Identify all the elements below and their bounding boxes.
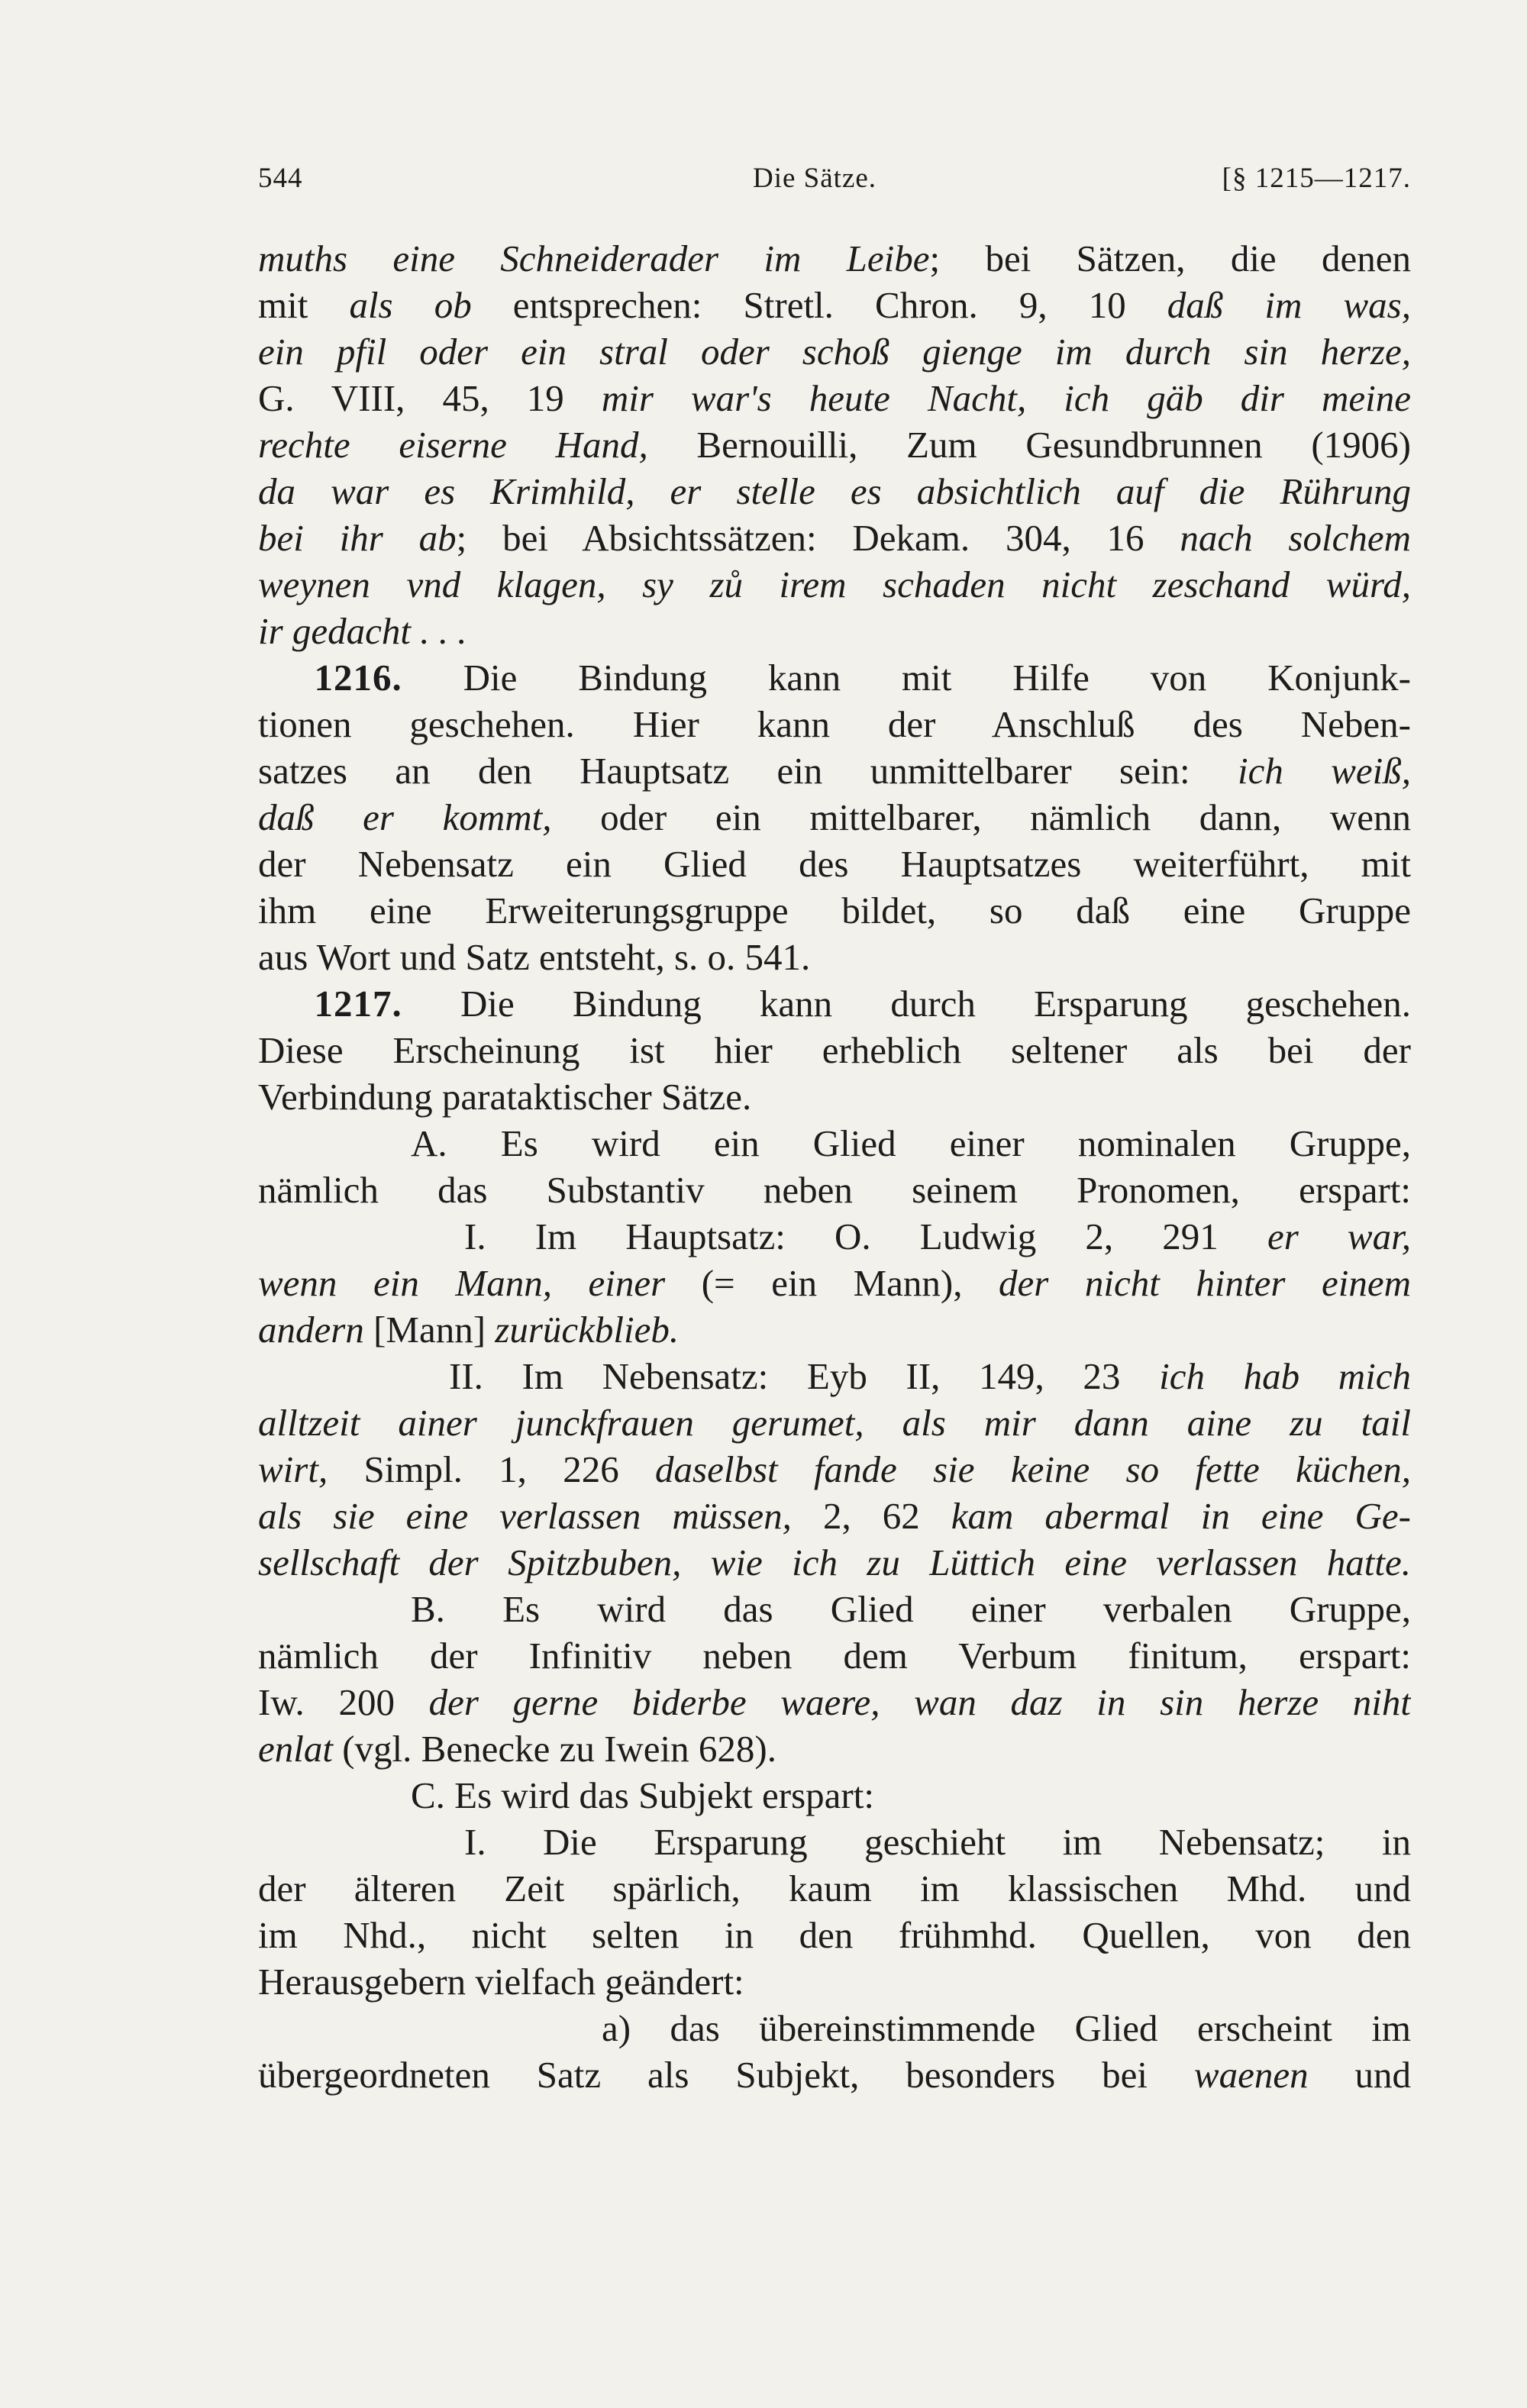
text-line: da war es Krimhild, er stelle es absichtlich auf die Rührung (258, 470, 1411, 512)
text-line: tionen geschehen. Hier kann der Anschluß des Neben- (258, 703, 1411, 745)
section-number-1217: 1217. (314, 983, 402, 1025)
text-line: enlat (vgl. Benecke zu Iwein 628). (258, 1728, 776, 1770)
text-line: I. Im Hauptsatz: O. Ludwig 2, 291 er war, (464, 1215, 1411, 1257)
text-line: daß er kommt, oder ein mittelbarer, nämlich dann, wenn (258, 796, 1411, 838)
text-line: andern [Mann] zurückblieb. (258, 1309, 680, 1351)
text-line: I. Die Ersparung geschieht im Nebensatz; in (464, 1821, 1411, 1863)
text-line: der Nebensatz ein Glied des Hauptsatzes weiterführt, mit (258, 843, 1411, 885)
text-line: der älteren Zeit spärlich, kaum im klassischen Mhd. und (258, 1867, 1411, 1909)
text-line: 1217. Die Bindung kann durch Ersparung geschehen. (314, 983, 1411, 1025)
text-line: Iw. 200 der gerne biderbe waere, wan daz in sin herze niht (258, 1681, 1411, 1723)
text-line: als sie eine verlassen müssen, 2, 62 kam abermal in eine Ge- (258, 1495, 1411, 1537)
text-line: a) das übereinstimmende Glied erscheint im (602, 2007, 1411, 2049)
text-line: weynen vnd klagen, sy zů irem schaden nicht zeschand würd, (258, 563, 1411, 605)
text-line: 1216. Die Bindung kann mit Hilfe von Konjunk- (314, 657, 1411, 699)
text-line: B. Es wird das Glied einer verbalen Gruppe, (411, 1588, 1411, 1630)
text-line: Herausgebern vielfach geändert: (258, 1961, 744, 2003)
text-line: satzes an den Hauptsatz ein unmittelbarer sein: ich weiß, (258, 750, 1411, 792)
text-line: Verbindung parataktischer Sätze. (258, 1076, 752, 1118)
text-line: übergeordneten Satz als Subjekt, besonders bei waenen und (258, 2054, 1411, 2096)
text-line: wenn ein Mann, einer (= ein Mann), der nicht hinter einem (258, 1262, 1411, 1304)
text-line: bei ihr ab; bei Absichtssätzen: Dekam. 304, 16 nach solchem (258, 517, 1411, 559)
running-header (258, 153, 1411, 206)
text-line: Diese Erscheinung ist hier erheblich seltener als bei der (258, 1029, 1411, 1071)
text-line: nämlich der Infinitiv neben dem Verbum finitum, erspart: (258, 1635, 1411, 1677)
text-line: mit als ob entsprechen: Stretl. Chron. 9, 10 daß im was, (258, 284, 1411, 326)
text-line: im Nhd., nicht selten in den frühmhd. Quellen, von den (258, 1914, 1411, 1956)
text-line: G. VIII, 45, 19 mir war's heute Nacht, ich gäb dir meine (258, 377, 1411, 419)
text-line: rechte eiserne Hand, Bernouilli, Zum Gesundbrunnen (1906) (258, 424, 1411, 466)
section-number-1216: 1216. (314, 657, 402, 699)
text-line: A. Es wird ein Glied einer nominalen Gruppe, (411, 1122, 1411, 1164)
body-text (258, 235, 1411, 2098)
text-line: ihm eine Erweiterungsgruppe bildet, so daß eine Gruppe (258, 889, 1411, 931)
running-title: Die Sätze. (753, 163, 877, 194)
text-line: wirt, Simpl. 1, 226 daselbst fande sie keine so fette küchen, (258, 1448, 1411, 1490)
text-line: II. Im Nebensatz: Eyb II, 149, 23 ich hab mich (449, 1355, 1411, 1397)
text-line: aus Wort und Satz entsteht, s. o. 541. (258, 936, 811, 978)
text-line: muths eine Schneiderader im Leibe; bei Sätzen, die denen (258, 237, 1411, 279)
page-number: 544 (258, 163, 303, 194)
section-range: [§ 1215—1217. (1222, 163, 1411, 194)
text-line: nämlich das Substantiv neben seinem Pronomen, erspart: (258, 1169, 1411, 1211)
text-line: C. Es wird das Subjekt erspart: (411, 1774, 874, 1816)
text-line: ir gedacht . . . (258, 610, 467, 652)
text-line: alltzeit ainer junckfrauen gerumet, als mir dann aine zu tail (258, 1402, 1411, 1444)
text-line: ein pfil oder ein stral oder schoß gienge im durch sin herze, (258, 331, 1411, 373)
text-line: sellschaft der Spitzbuben, wie ich zu Lüttich eine verlassen hatte. (258, 1541, 1411, 1583)
